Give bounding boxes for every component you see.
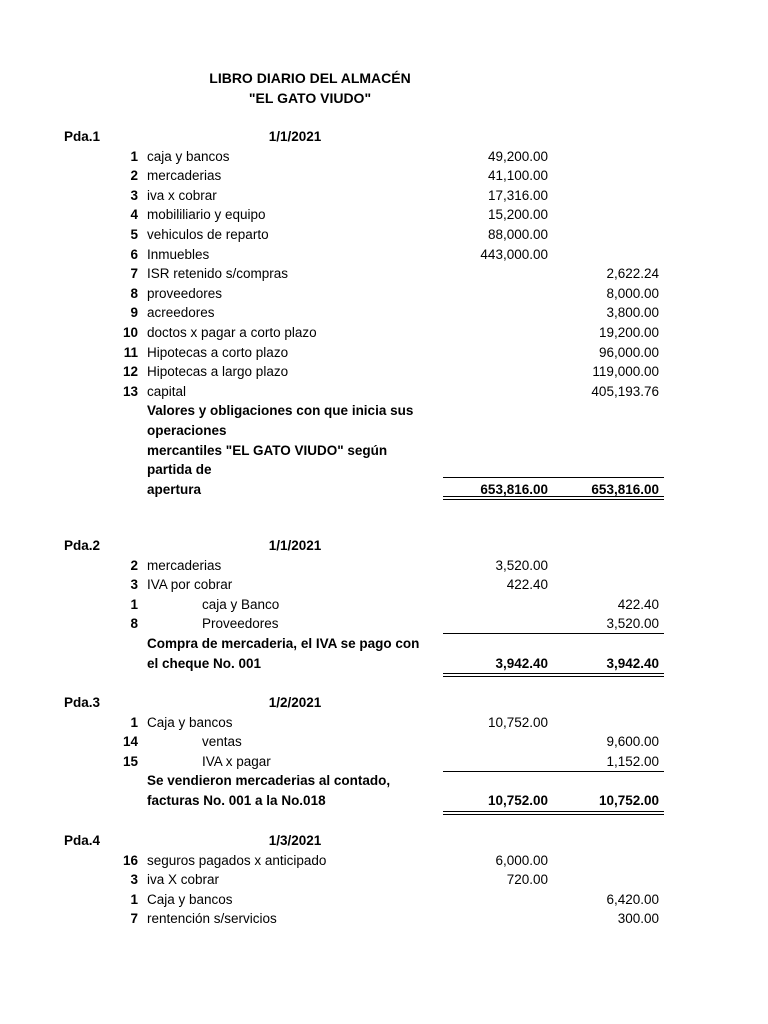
account-name: Hipotecas a largo plazo — [147, 364, 289, 380]
credit-amount: 422.40 — [617, 596, 659, 612]
account-number: 4 — [130, 207, 138, 223]
account-name: IVA por cobrar — [147, 577, 233, 593]
account-number: 2 — [130, 168, 138, 184]
account-number: 16 — [122, 852, 138, 868]
table-row — [0, 205, 768, 225]
table-row — [0, 264, 768, 284]
total-debit: 3,942.40 — [495, 655, 548, 671]
table-row — [0, 303, 768, 323]
journal-entry — [0, 693, 768, 811]
account-number: 3 — [130, 872, 138, 888]
credit-amount: 1,152.00 — [606, 753, 659, 769]
table-row — [0, 166, 768, 186]
account-number: 14 — [122, 734, 138, 750]
table-row — [0, 713, 768, 733]
entry-description: apertura — [147, 481, 202, 497]
debit-amount: 443,000.00 — [480, 246, 548, 262]
entry-description-line — [0, 421, 768, 441]
table-row — [0, 186, 768, 206]
entry-header — [0, 831, 768, 851]
account-number: 15 — [122, 753, 138, 769]
debit-amount: 49,200.00 — [487, 148, 548, 164]
entry-header — [0, 536, 768, 556]
account-number: 8 — [130, 616, 138, 632]
account-number: 10 — [122, 324, 138, 340]
company-name: "EL GATO VIUDO" — [248, 90, 372, 106]
account-number: 1 — [130, 148, 138, 164]
table-row — [0, 323, 768, 343]
total-credit: 10,752.00 — [598, 792, 659, 808]
total-row — [0, 791, 768, 811]
entry-date: 1/1/2021 — [268, 129, 322, 144]
debit-amount: 88,000.00 — [487, 226, 548, 242]
table-row — [0, 851, 768, 871]
account-name: iva X cobrar — [147, 872, 220, 888]
account-name: ISR retenido s/compras — [147, 266, 289, 282]
account-name: acreedores — [147, 305, 215, 321]
entry-description: facturas No. 001 a la No.018 — [147, 792, 326, 808]
account-name: proveedores — [147, 285, 223, 301]
debit-amount: 3,520.00 — [495, 557, 548, 573]
credit-amount: 300.00 — [617, 911, 659, 927]
account-number: 8 — [130, 285, 138, 301]
credit-amount: 405,193.76 — [591, 383, 659, 399]
table-row — [0, 362, 768, 382]
debit-amount: 422.40 — [506, 577, 548, 593]
table-row — [0, 147, 768, 167]
table-row — [0, 556, 768, 576]
account-name: mercaderias — [147, 557, 222, 573]
account-number: 11 — [123, 344, 138, 360]
journal-entry — [0, 831, 768, 929]
debit-amount: 15,200.00 — [487, 207, 548, 223]
entry-description: Compra de mercaderia, el IVA se pago con — [147, 635, 420, 651]
entry-number: Pda.1 — [64, 129, 101, 144]
entry-description-line — [0, 401, 768, 421]
entry-date: 1/3/2021 — [268, 833, 322, 848]
entry-header — [0, 693, 768, 713]
table-row — [0, 870, 768, 890]
entry-date: 1/1/2021 — [268, 538, 322, 553]
credit-amount: 96,000.00 — [598, 344, 659, 360]
account-name: Hipotecas a corto plazo — [147, 344, 289, 360]
total-top-rule — [443, 477, 664, 478]
entry-description-line — [0, 634, 768, 654]
table-row — [0, 890, 768, 910]
account-number: 1 — [130, 891, 138, 907]
account-name: Inmuebles — [147, 246, 210, 262]
account-name: IVA x pagar — [202, 753, 271, 769]
table-row — [0, 382, 768, 402]
table-row — [0, 595, 768, 615]
credit-amount: 119,000.00 — [592, 364, 659, 380]
total-double-rule — [443, 496, 664, 500]
total-row — [0, 654, 768, 674]
account-name: mobililiario y equipo — [147, 207, 266, 223]
entry-description: Valores y obligaciones con que inicia sus — [147, 403, 414, 419]
credit-amount: 2,622.24 — [606, 266, 659, 282]
entry-description: el cheque No. 001 — [147, 655, 262, 671]
total-top-rule — [443, 633, 664, 634]
account-name: ventas — [202, 734, 242, 750]
entry-description-line — [0, 771, 768, 791]
table-row — [0, 245, 768, 265]
debit-amount: 720.00 — [506, 872, 548, 888]
account-name: caja y bancos — [147, 148, 230, 164]
total-debit: 10,752.00 — [487, 792, 548, 808]
account-number: 3 — [130, 577, 138, 593]
total-credit: 3,942.40 — [606, 655, 659, 671]
credit-amount: 6,420.00 — [606, 891, 659, 907]
entry-number: Pda.2 — [64, 538, 101, 553]
credit-amount: 9,600.00 — [606, 734, 659, 750]
entry-date: 1/2/2021 — [268, 695, 322, 710]
entry-description-line — [0, 441, 768, 461]
entry-description: operaciones — [147, 422, 227, 438]
account-name: rentención s/servicios — [147, 911, 277, 927]
debit-amount: 6,000.00 — [495, 852, 548, 868]
entry-number: Pda.3 — [64, 695, 101, 710]
table-row — [0, 752, 768, 772]
credit-amount: 8,000.00 — [606, 285, 659, 301]
account-name: caja y Banco — [202, 596, 280, 612]
account-number: 7 — [130, 266, 138, 282]
entry-description: partida de — [147, 462, 212, 478]
credit-amount: 3,800.00 — [606, 305, 659, 321]
credit-amount: 19,200.00 — [598, 324, 659, 340]
account-name: mercaderias — [147, 168, 222, 184]
total-double-rule — [443, 673, 664, 677]
table-row — [0, 575, 768, 595]
entry-header — [0, 127, 768, 147]
debit-amount: 10,752.00 — [487, 714, 548, 730]
total-debit: 653,816.00 — [480, 481, 548, 497]
account-name: vehiculos de reparto — [147, 226, 269, 242]
debit-amount: 41,100.00 — [487, 168, 548, 184]
journal-entry — [0, 536, 768, 673]
account-number: 13 — [122, 383, 138, 399]
total-double-rule — [443, 811, 664, 815]
account-name: Caja y bancos — [147, 891, 233, 907]
account-name: Caja y bancos — [147, 714, 233, 730]
account-number: 7 — [130, 911, 138, 927]
account-number: 6 — [130, 246, 138, 262]
journal-title: LIBRO DIARIO DEL ALMACÉN — [209, 70, 411, 86]
account-name: iva x cobrar — [147, 187, 217, 203]
table-row — [0, 732, 768, 752]
account-number: 9 — [130, 305, 138, 321]
entry-number: Pda.4 — [64, 833, 101, 848]
table-row — [0, 909, 768, 929]
table-row — [0, 343, 768, 363]
account-number: 5 — [130, 226, 138, 242]
account-name: Proveedores — [202, 616, 279, 632]
total-credit: 653,816.00 — [591, 481, 659, 497]
account-number: 1 — [130, 596, 138, 612]
table-row — [0, 225, 768, 245]
debit-amount: 17,316.00 — [487, 187, 548, 203]
entry-description: mercantiles "EL GATO VIUDO" según — [147, 442, 388, 458]
table-row — [0, 614, 768, 634]
account-name: doctos x pagar a corto plazo — [147, 324, 317, 340]
account-number: 3 — [130, 187, 138, 203]
account-number: 1 — [130, 714, 138, 730]
total-top-rule — [443, 771, 664, 772]
account-number: 12 — [122, 364, 138, 380]
entry-description: Se vendieron mercaderias al contado, — [147, 773, 391, 789]
account-name: seguros pagados x anticipado — [147, 852, 327, 868]
table-row — [0, 284, 768, 304]
credit-amount: 3,520.00 — [606, 616, 659, 632]
journal-entry — [0, 127, 768, 499]
account-number: 2 — [130, 557, 138, 573]
account-name: capital — [147, 383, 187, 399]
